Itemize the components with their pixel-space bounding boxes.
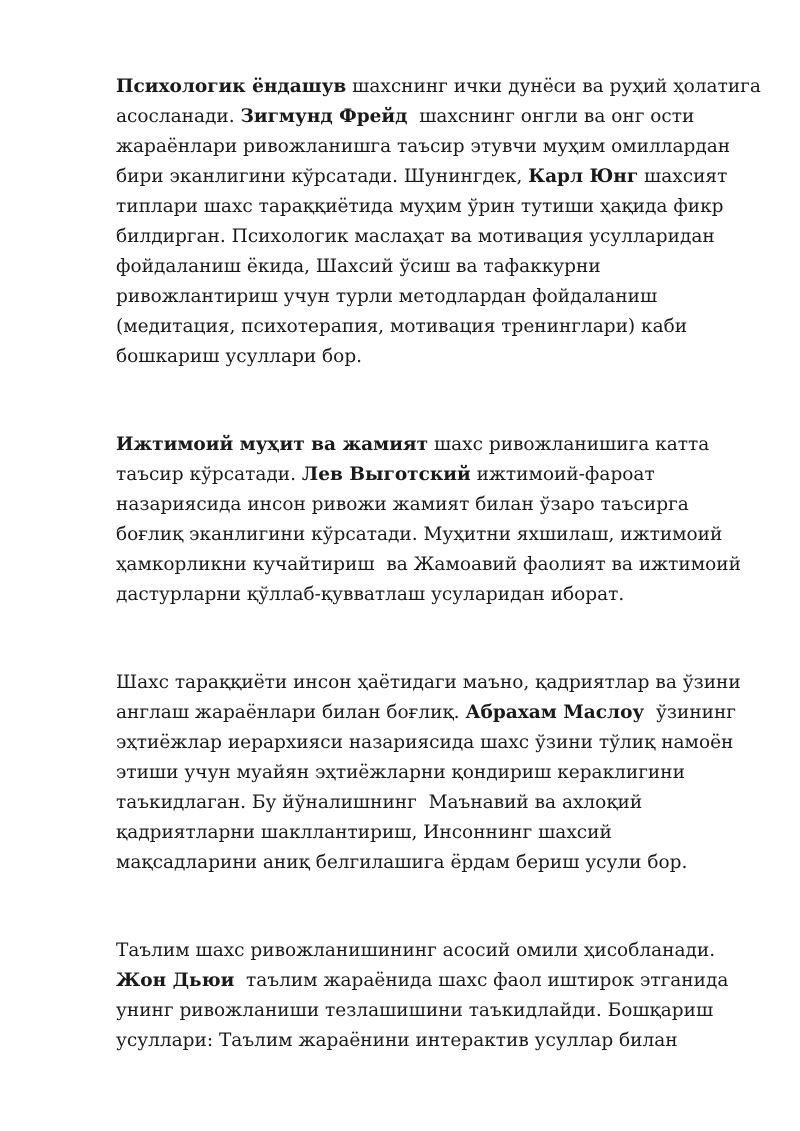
text-run: билдирган. Психологик маслаҳат ва мотивация усулларидан (116, 226, 715, 247)
text-run: дастурларни қўллаб-қувватлаш усуларидан иборат. (116, 584, 625, 605)
text-run: шахснинг ички дунёси ва руҳий ҳолатига (346, 76, 761, 97)
text-line (116, 252, 756, 282)
text-run: англаш жараёнлари билан боғлиқ. (116, 702, 466, 723)
text-run: мақсадларини аниқ белгилашига ёрдам бериш усули бор. (116, 852, 688, 873)
text-line (116, 818, 756, 848)
text-line (116, 996, 756, 1026)
text-run: шахсият (638, 166, 728, 187)
text-run: қадриятларни шакллантириш, Инсоннинг шахсий (116, 822, 612, 843)
text-run: этиши учун муайян эҳтиёжларни қондириш кераклигини (116, 762, 685, 783)
text-line (116, 580, 756, 610)
text-line (116, 490, 756, 520)
text-run: таълим жараёнида шахс фаол иштирок этганида (234, 970, 729, 991)
text-line (116, 698, 756, 728)
text-run: бири эканлигини кўрсатади. Шунингдек, (116, 166, 529, 187)
bold-term: Ижтимоий муҳит ва жамият (116, 434, 429, 455)
text-line (116, 430, 756, 460)
bold-term: Зигмунд Фрейд (240, 106, 408, 127)
text-run: шахс ривожланишига катта (428, 434, 710, 455)
text-run: фойдаланиш ёкида, Шахсий ўсиш ва тафаккурни (116, 256, 601, 277)
text-run: шахснинг онгли ва онг ости (407, 106, 695, 127)
paragraph-psychological-approach (116, 72, 761, 372)
paragraph-education (116, 936, 756, 1056)
text-line (116, 966, 756, 996)
text-run: Таълим шахс ривожланишининг асосий омили ҳисобланади. (116, 940, 716, 961)
text-line (116, 72, 761, 102)
text-run: унинг ривожланиши тезлашишини таъкидлайди. Бошқариш (116, 1000, 714, 1021)
text-run: таъкидлаган. Бу йўналишнинг Маънавий ва ахлоқий (116, 792, 643, 813)
text-line (116, 520, 756, 550)
text-line (116, 132, 756, 162)
text-line (116, 848, 756, 878)
text-line (116, 282, 756, 312)
text-line (116, 550, 756, 580)
text-run: жараёнлари ривожланишга таъсир этувчи муҳим омиллардан (116, 136, 731, 157)
text-line (116, 936, 756, 966)
paragraph-social-environment (116, 430, 756, 610)
text-line (116, 788, 756, 818)
text-run: бошкариш усуллари бор. (116, 346, 363, 367)
text-line (116, 192, 756, 222)
text-line (116, 102, 756, 132)
text-line (116, 1026, 756, 1056)
text-run: боғлиқ эканлигини кўрсатади. Муҳитни яхшилаш, ижтимоий (116, 524, 723, 545)
text-run: ўзининг (644, 702, 737, 723)
paragraph-personal-development (116, 668, 756, 878)
text-run: ривожлантириш учун турли методлардан фойдаланиш (116, 286, 658, 307)
bold-term: Психологик ёндашув (116, 76, 347, 97)
text-run: асосланади. (116, 106, 241, 127)
text-run: Шахс тараққиёти инсон ҳаётидаги маъно, қадриятлар ва ўзини (116, 672, 741, 693)
text-line (116, 162, 756, 192)
bold-term: Жон Дьюи (116, 970, 235, 991)
text-line (116, 222, 756, 252)
text-line (116, 728, 756, 758)
bold-term: Абрахам Маслоу (465, 702, 645, 723)
text-run: (медитация, психотерапия, мотивация тренинглари) каби (116, 316, 688, 337)
text-run: ижтимоий-фароат (470, 464, 655, 485)
text-run: ҳамкорликни кучайтириш ва Жамоавий фаолият ва ижтимоий (116, 554, 741, 575)
text-line (116, 342, 756, 372)
bold-term: Карл Юнг (528, 166, 639, 187)
text-line (116, 460, 756, 490)
document-page (116, 72, 761, 1114)
bold-term: Лев Выготский (301, 464, 471, 485)
text-run: усуллари: Таълим жараёнини интерактив усуллар билан (116, 1030, 678, 1051)
text-run: назариясида инсон ривожи жамият билан ўзаро таъсирга (116, 494, 689, 515)
text-run: таъсир кўрсатади. (116, 464, 302, 485)
text-run: эҳтиёжлар иерархияси назариясида шахс ўзини тўлиқ намоён (116, 732, 734, 753)
text-line (116, 758, 756, 788)
text-line (116, 668, 756, 698)
text-line (116, 312, 756, 342)
text-run: типлари шахс тараққиётида муҳим ўрин тутиши ҳақида фикр (116, 196, 724, 217)
